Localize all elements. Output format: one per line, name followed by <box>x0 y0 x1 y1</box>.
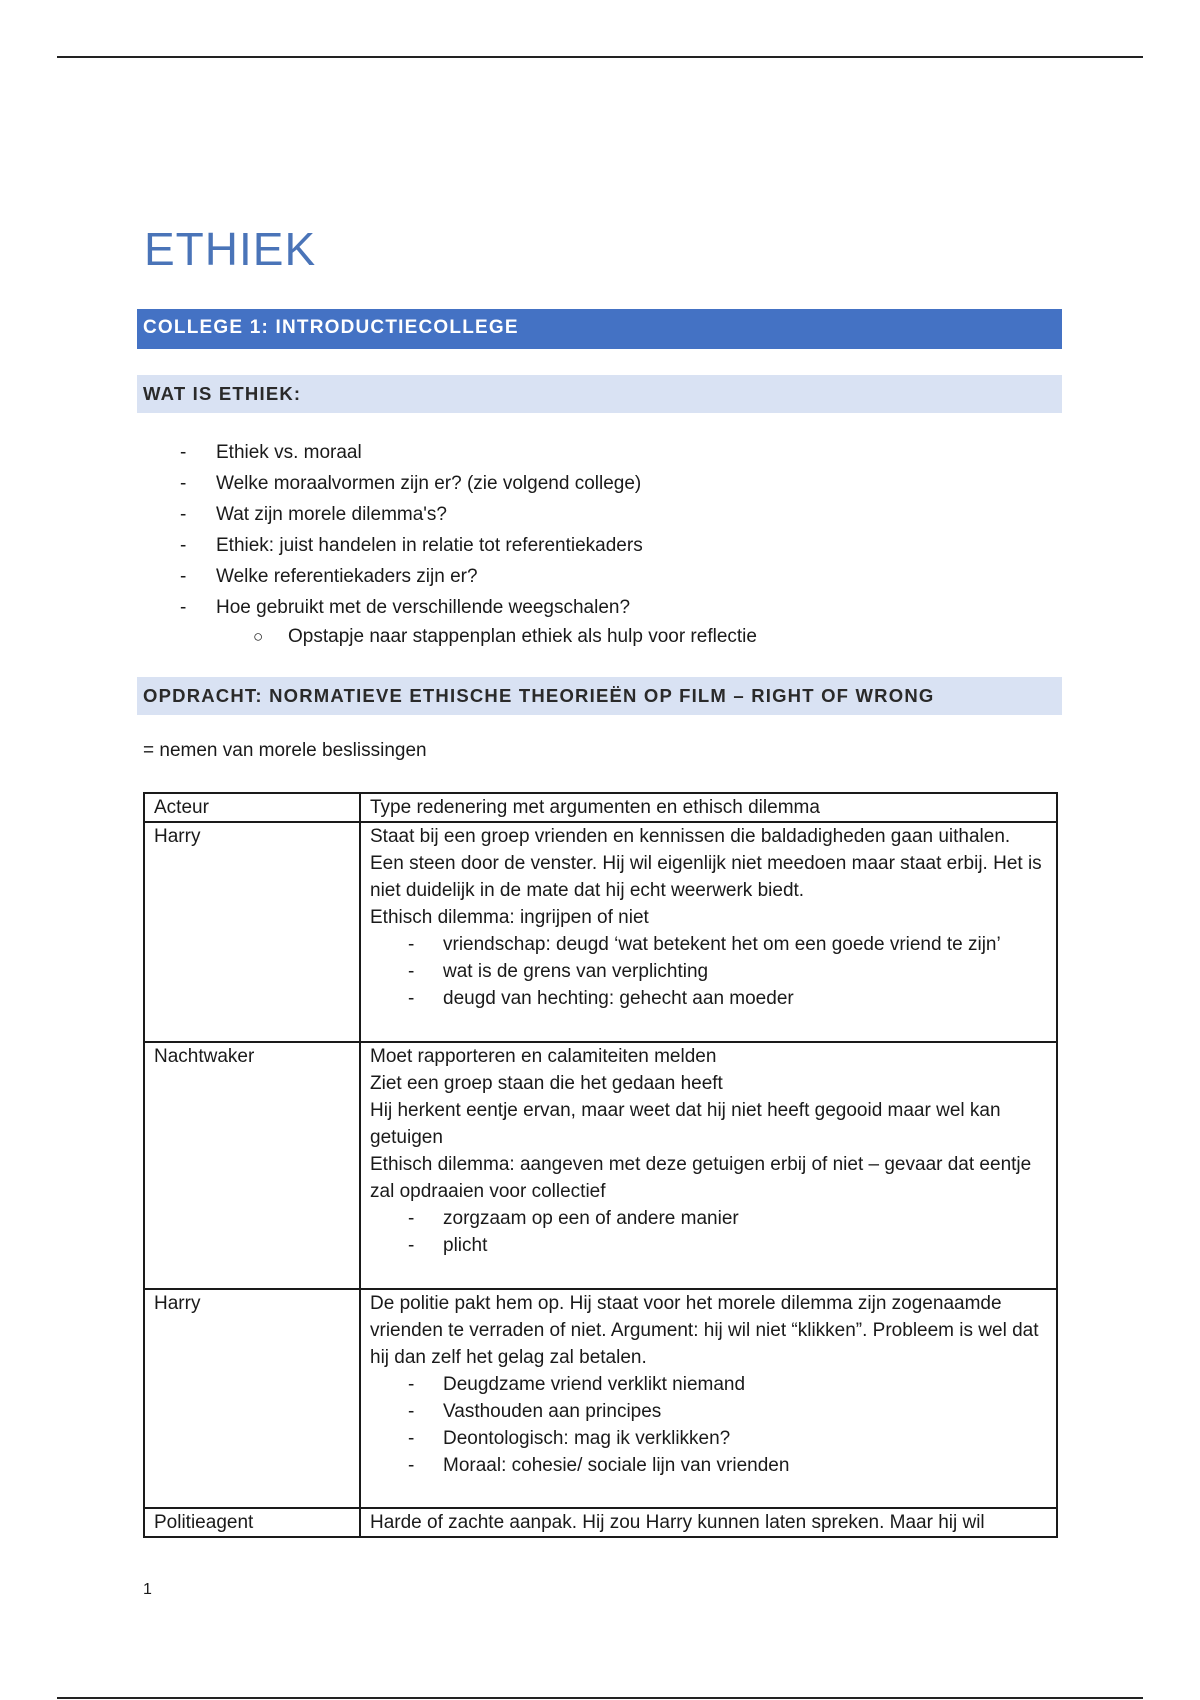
cell-text: Ziet een groep staan die het gedaan heeft <box>370 1073 723 1094</box>
table-header-cell: Acteur <box>144 793 360 822</box>
footer-rule <box>57 1697 1143 1699</box>
table-header-row <box>144 793 1057 822</box>
ethics-table <box>143 792 1058 1538</box>
cell-text: Moet rapporteren en calamiteiten melden <box>370 1046 717 1067</box>
list-item: - Welke moraalvormen zijn er? (zie volgend college) <box>175 468 643 499</box>
sub-list-item <box>253 621 757 652</box>
header-rule <box>57 56 1143 58</box>
section-heading-opdracht: OPDRACHT: NORMATIEVE ETHISCHE THEORIEËN OP FILM – RIGHT OF WRONG <box>137 677 1062 715</box>
cell-text: De politie pakt hem op. Hij staat voor het morele dilemma zijn zogenaamde vrienden te verraden of niet. Argument: hij wil niet “klikken”. Probleem is wel dat hij dan zelf het gelag zal betalen. <box>370 1293 1039 1368</box>
list-item: - Ethiek: juist handelen in relatie tot referentiekaders <box>175 530 643 561</box>
reasoning-cell <box>360 1042 1057 1289</box>
cell-text: Harde of zachte aanpak. Hij zou Harry kunnen laten spreken. Maar hij wil <box>370 1512 985 1533</box>
list-item: - Moraal: cohesie/ sociale lijn van vrienden <box>370 1452 1048 1479</box>
actor-cell: Politieagent <box>144 1508 360 1537</box>
college-heading: COLLEGE 1: INTRODUCTIECOLLEGE <box>137 309 1062 349</box>
cell-text: Ethisch dilemma: ingrijpen of niet <box>370 907 649 928</box>
list-item: - Deugdzame vriend verklikt niemand <box>370 1371 1048 1398</box>
cell-text: Ethisch dilemma: aangeven met deze getuigen erbij of niet – gevaar dat eentje zal opdraaien voor collectief <box>370 1154 1032 1202</box>
reasoning-cell <box>360 1289 1057 1508</box>
table-row <box>144 822 1057 1042</box>
table-row <box>144 1508 1057 1537</box>
table-row <box>144 1289 1057 1508</box>
sub-list-item-text: Opstapje naar stappenplan ethiek als hulp voor reflectie <box>288 626 757 647</box>
actor-cell: Nachtwaker <box>144 1042 360 1289</box>
actor-cell: Harry <box>144 1289 360 1508</box>
list-item: - Vasthouden aan principes <box>370 1398 1048 1425</box>
circle-bullet-icon: ○ <box>253 627 264 646</box>
table-row <box>144 1042 1057 1289</box>
cell-text: Staat bij een groep vrienden en kennissen die baldadigheden gaan uithalen. Een steen door de venster. Hij wil eigenlijk niet meedoen maar staat erbij. Het is niet duidelijk in de mate dat hij echt weerwerk biedt. <box>370 826 1042 901</box>
intro-text: = nemen van morele beslissingen <box>143 740 427 761</box>
dash-list <box>370 1205 1048 1259</box>
page-number: 1 <box>143 1581 152 1598</box>
reasoning-cell <box>360 822 1057 1042</box>
list-item: - zorgzaam op een of andere manier <box>370 1205 1048 1232</box>
list-item: - deugd van hechting: gehecht aan moeder <box>370 985 1048 1012</box>
cell-text: Hij herkent eentje ervan, maar weet dat hij niet heeft gegooid maar wel kan getuigen <box>370 1100 1001 1148</box>
ethiek-bullet-list <box>175 437 643 623</box>
list-item: - Welke referentiekaders zijn er? <box>175 561 643 592</box>
list-item: - Ethiek vs. moraal <box>175 437 643 468</box>
list-item: - Wat zijn morele dilemma's? <box>175 499 643 530</box>
dash-list <box>370 931 1048 1012</box>
list-item: - Hoe gebruikt met de verschillende weegschalen? <box>175 592 643 623</box>
list-item: - Deontologisch: mag ik verklikken? <box>370 1425 1048 1452</box>
dash-list <box>370 1371 1048 1479</box>
reasoning-cell <box>360 1508 1057 1537</box>
list-item: - plicht <box>370 1232 1048 1259</box>
list-item: - wat is de grens van verplichting <box>370 958 1048 985</box>
page-title: ETHIEK <box>144 223 317 275</box>
section-heading-wat-is-ethiek: WAT IS ETHIEK: <box>137 375 1062 413</box>
table-header-cell: Type redenering met argumenten en ethisch dilemma <box>360 793 1057 822</box>
actor-cell: Harry <box>144 822 360 1042</box>
list-item: - vriendschap: deugd ‘wat betekent het om een goede vriend te zijn’ <box>370 931 1048 958</box>
